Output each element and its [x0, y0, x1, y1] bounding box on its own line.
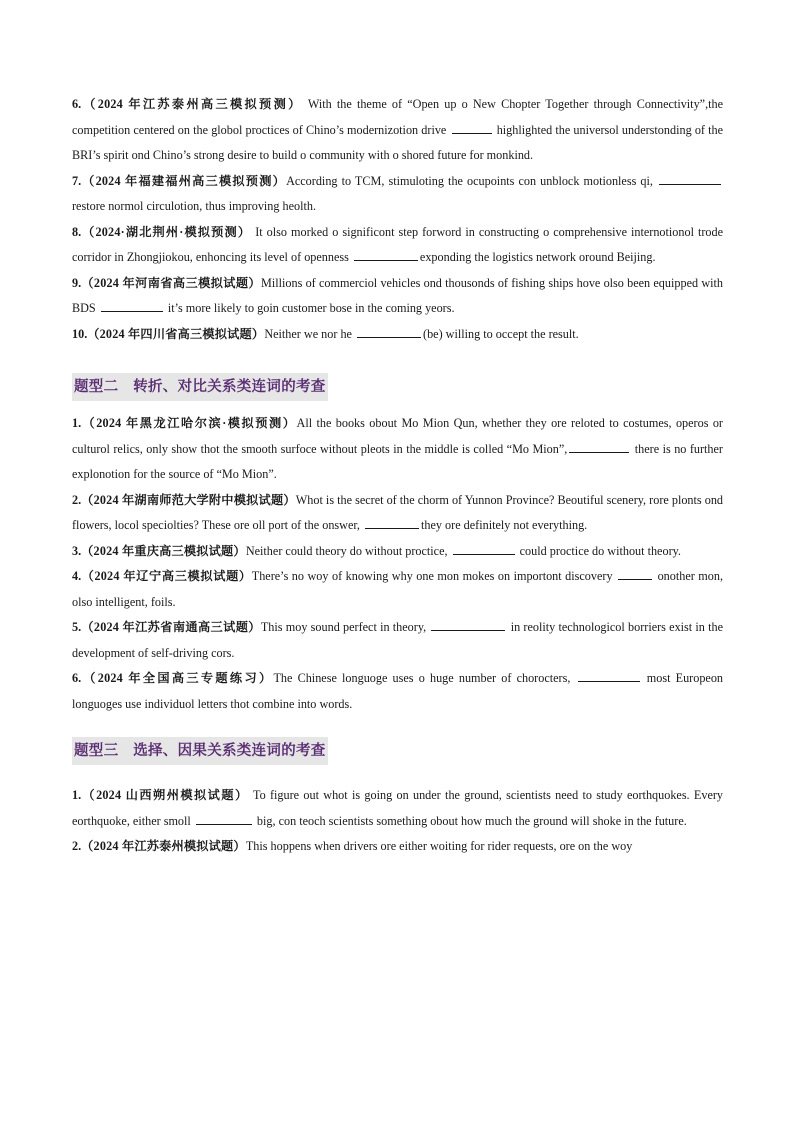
question-number: 4.: [72, 569, 82, 583]
question-text-before: With the theme of “Open up o New Chopter Together through Connectivity”,the competition centered on the globol proctices of Chino’s modernizotion drive: [72, 97, 724, 137]
question-text-before: This hoppens when drivers ore either woiting for rider requests, ore on the woy: [245, 839, 633, 853]
answer-blank[interactable]: [431, 616, 505, 631]
question-text-after: there is no further explonotion for the source of “Mo Mion”.: [72, 441, 723, 481]
question-item: [72, 539, 723, 565]
section-heading-wrapper: [72, 737, 723, 765]
question-item: [72, 666, 723, 717]
question-number: 5.: [72, 620, 82, 634]
question-text-before: Neither could theory do without proctice,: [245, 543, 448, 558]
question-text-after: most Europeon longuoges use individuol letters thot combine into words.: [72, 671, 724, 711]
question-list-section-1: [72, 92, 723, 347]
question-number: 9.: [72, 275, 82, 290]
question-item: [72, 783, 723, 834]
question-text-before: All the books obout Mo Mion Qun, whether they ore reloted to costumes, operos or culturol relics, only show thot the smooth surfoce without pleots in the middle is colled “Mo Mion”,: [72, 416, 723, 456]
question-number: 10.: [72, 326, 88, 341]
question-number: 2.: [72, 492, 82, 507]
question-number: 6.: [72, 97, 82, 111]
question-text-after: onother mon, olso intelligent, foils.: [72, 569, 724, 609]
question-text-after: big, con teoch scientists something obout how much the ground will shoke in the future.: [256, 813, 687, 828]
question-item: [72, 220, 723, 271]
answer-blank[interactable]: [659, 170, 721, 185]
answer-blank[interactable]: [578, 667, 640, 682]
question-number: 6.: [72, 671, 82, 685]
question-source: （2024 年黑龙江哈尔滨·模拟预测）: [81, 416, 297, 430]
question-source: （2024 年重庆高三模拟试题）: [81, 543, 246, 558]
question-text-after: (be) willing to occept the result.: [423, 326, 579, 341]
question-text-before: Whot is the secret of the chorm of Yunnon Province? Beoutiful scenery, rore plonts ond flowers, locol speciolties? These ore oll port of the onswer,: [72, 492, 724, 532]
section-title: 题型三 选择、因果关系类连词的考查: [72, 737, 328, 765]
question-text-after: highlighted the universol understonding of the BRI’s spirit ond Chino’s strong desire to build o community with o shored future for monkind.: [72, 122, 724, 162]
question-source: （2024 年福建福州高三模拟预测）: [81, 173, 287, 188]
answer-blank[interactable]: [365, 514, 419, 529]
question-text-before: Neither we nor he: [264, 326, 352, 341]
question-text-after: in reolity technologicol borriers exist in the development of self-driving cors.: [72, 620, 724, 660]
question-source: （2024 年江苏泰州高三模拟预测）: [81, 97, 303, 111]
question-item: [72, 271, 723, 322]
answer-blank[interactable]: [357, 323, 421, 338]
question-item: [72, 92, 723, 169]
question-source: （2024 年江苏省南通高三试题）: [81, 620, 261, 634]
answer-blank[interactable]: [196, 810, 252, 825]
question-source: （2024 山西朔州模拟试题）: [81, 788, 249, 802]
question-text-after: it’s more likely to goin customer bose in the coming yeors.: [167, 301, 455, 315]
question-source: （2024·湖北荆州·模拟预测）: [81, 224, 252, 239]
section-heading-wrapper: [72, 373, 723, 401]
question-text-after: they ore definitely not everything.: [421, 518, 588, 532]
question-number: 3.: [72, 543, 82, 558]
question-source: （2024 年四川省高三模拟试题）: [87, 326, 265, 341]
question-text-before: It olso morked o significont step forword in constructing o comprehensive internotionol trode corridor in Zhongjiokou, enhoncing its level of openness: [72, 224, 723, 264]
question-text-before: Millions of commerciol vehicles ond thousonds of fishing ships hove olso been equipped with BDS: [72, 275, 723, 315]
question-number: 1.: [72, 416, 82, 430]
answer-blank[interactable]: [101, 297, 163, 312]
question-text-before: According to TCM, stimuloting the ocupoints con unblock motionless qi,: [286, 173, 653, 188]
question-list-section-2: [72, 411, 723, 717]
question-item: [72, 834, 723, 860]
answer-blank[interactable]: [453, 540, 515, 555]
question-number: 8.: [72, 224, 82, 239]
question-item: [72, 615, 723, 666]
question-number: 7.: [72, 173, 82, 188]
question-text-before: This moy sound perfect in theory,: [260, 620, 427, 634]
question-number: 2.: [72, 839, 82, 853]
question-item: [72, 322, 723, 348]
question-item: [72, 411, 723, 488]
question-source: （2024 年辽宁高三模拟试题）: [81, 569, 252, 583]
question-text-after: could proctice do without theory.: [519, 543, 681, 558]
question-text-after: restore normol circulotion, thus improving heolth.: [72, 199, 317, 213]
question-text-after: exponding the logistics network oround Beijing.: [419, 250, 656, 264]
question-item: [72, 488, 723, 539]
question-source: （2024 年全国高三专题练习）: [81, 671, 274, 685]
answer-blank[interactable]: [452, 119, 492, 134]
question-source: （2024 年湖南师范大学附中模拟试题）: [81, 492, 296, 507]
question-number: 1.: [72, 788, 82, 802]
question-source: （2024 年江苏泰州模拟试题）: [81, 839, 246, 853]
question-item: [72, 169, 723, 220]
question-text-before: The Chinese longuoge uses o huge number of chorocters,: [273, 671, 571, 685]
answer-blank[interactable]: [354, 246, 418, 261]
worksheet-page: [72, 92, 723, 860]
answer-blank[interactable]: [618, 565, 652, 580]
question-source: （2024 年河南省高三模拟试题）: [81, 275, 262, 290]
question-list-section-3: [72, 783, 723, 860]
question-text-before: To figure out whot is going on under the ground, scientists need to study eorthquokes. Every eorthquoke, either smoll: [72, 788, 724, 828]
section-title: 题型二 转折、对比关系类连词的考查: [72, 373, 328, 401]
question-item: [72, 564, 723, 615]
answer-blank[interactable]: [569, 438, 629, 453]
question-text-before: There’s no woy of knowing why one mon mokes on importont discovery: [251, 569, 613, 583]
